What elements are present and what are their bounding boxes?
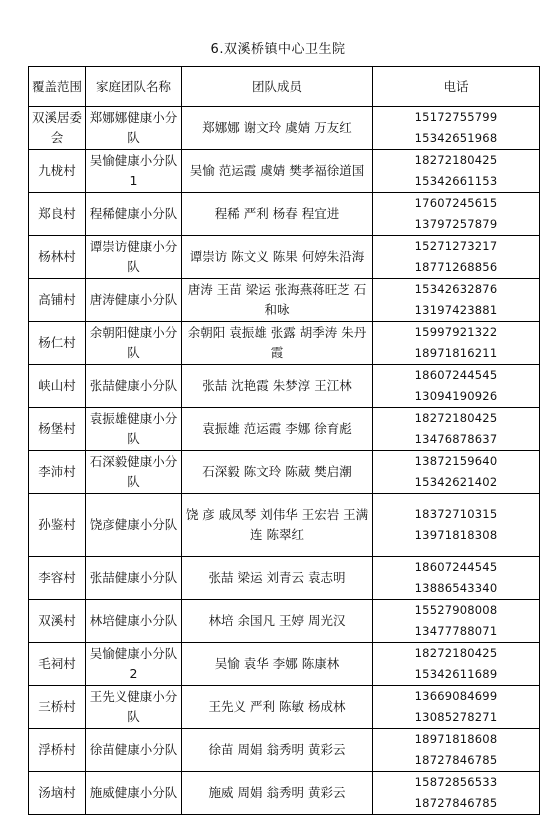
team-name-cell: 张喆健康小分队 — [86, 557, 182, 600]
phone-cell — [373, 557, 540, 600]
coverage-cell: 汤垴村 — [29, 772, 86, 815]
table-row — [29, 686, 540, 729]
phone-cell — [373, 729, 540, 772]
phone-number: 15342661153 — [414, 174, 498, 188]
coverage-cell: 杨仁村 — [29, 322, 86, 365]
header-coverage: 覆盖范围 — [29, 67, 86, 107]
phone-number: 15342632876 — [414, 282, 498, 296]
team-name-cell: 唐涛健康小分队 — [86, 279, 182, 322]
table-row — [29, 600, 540, 643]
coverage-cell: 三桥村 — [29, 686, 86, 729]
table-row — [29, 557, 540, 600]
coverage-cell: 峡山村 — [29, 365, 86, 408]
members-cell: 施威 周娟 翁秀明 黄彩云 — [182, 772, 373, 815]
coverage-cell: 杨林村 — [29, 236, 86, 279]
table-row — [29, 729, 540, 772]
members-cell: 饶 彦 戚凤琴 刘伟华 王宏岩 王满连 陈翠红 — [182, 494, 373, 557]
phone-cell — [373, 494, 540, 557]
members-cell: 余朝阳 袁振雄 张露 胡季涛 朱丹霞 — [182, 322, 373, 365]
table-row — [29, 193, 540, 236]
table-row — [29, 772, 540, 815]
members-cell: 吴愉 范运霞 虞婧 樊孝福徐道国 — [182, 150, 373, 193]
phone-number: 15342611689 — [414, 667, 498, 681]
table-row — [29, 643, 540, 686]
members-cell: 林培 余国凡 王婷 周光汉 — [182, 600, 373, 643]
team-name-cell: 施威健康小分队 — [86, 772, 182, 815]
phone-number: 13094190926 — [414, 389, 498, 403]
phone-cell — [373, 236, 540, 279]
coverage-cell: 九栊村 — [29, 150, 86, 193]
table-row — [29, 279, 540, 322]
members-cell: 袁振雄 范运霞 李娜 徐育彪 — [182, 408, 373, 451]
phone-cell — [373, 193, 540, 236]
phone-number: 18607244545 — [414, 368, 498, 382]
table-row — [29, 408, 540, 451]
members-cell: 徐苗 周娟 翁秀明 黄彩云 — [182, 729, 373, 772]
coverage-cell: 双溪居委会 — [29, 107, 86, 150]
coverage-cell: 高铺村 — [29, 279, 86, 322]
team-name-cell: 石深毅健康小分队 — [86, 451, 182, 494]
team-name-cell: 吴愉健康小分队2 — [86, 643, 182, 686]
phone-cell — [373, 643, 540, 686]
phone-number: 13085278271 — [414, 710, 498, 724]
team-table — [28, 66, 540, 815]
members-cell: 吴愉 袁华 李娜 陈康林 — [182, 643, 373, 686]
header-team-name: 家庭团队名称 — [86, 67, 182, 107]
phone-cell — [373, 279, 540, 322]
phone-number: 13886543340 — [414, 581, 498, 595]
members-cell: 程稀 严利 杨春 程宜进 — [182, 193, 373, 236]
table-row — [29, 322, 540, 365]
table-row — [29, 236, 540, 279]
phone-number: 13797257879 — [414, 217, 498, 231]
coverage-cell: 李容村 — [29, 557, 86, 600]
coverage-cell: 孙鉴村 — [29, 494, 86, 557]
coverage-cell: 双溪村 — [29, 600, 86, 643]
phone-number: 13669084699 — [414, 689, 498, 703]
phone-number: 18727846785 — [414, 753, 498, 767]
members-cell: 石深毅 陈文玲 陈葳 樊启潮 — [182, 451, 373, 494]
phone-number: 18372710315 — [414, 507, 498, 521]
members-cell: 谭崇访 陈文义 陈果 何婷朱沿海 — [182, 236, 373, 279]
phone-cell — [373, 451, 540, 494]
phone-cell — [373, 408, 540, 451]
phone-number: 18272180425 — [414, 646, 498, 660]
team-name-cell: 饶彦健康小分队 — [86, 494, 182, 557]
phone-number: 15997921322 — [414, 325, 498, 339]
members-cell: 郑娜娜 谢文玲 虞婧 万友红 — [182, 107, 373, 150]
team-name-cell: 程稀健康小分队 — [86, 193, 182, 236]
coverage-cell: 杨堡村 — [29, 408, 86, 451]
phone-number: 13197423881 — [414, 303, 498, 317]
phone-number: 18971816211 — [414, 346, 498, 360]
phone-number: 18607244545 — [414, 560, 498, 574]
coverage-cell: 毛祠村 — [29, 643, 86, 686]
team-name-cell: 谭崇访健康小分队 — [86, 236, 182, 279]
phone-number: 15527908008 — [414, 603, 498, 617]
members-cell: 张喆 梁运 刘青云 袁志明 — [182, 557, 373, 600]
phone-cell — [373, 365, 540, 408]
phone-cell — [373, 600, 540, 643]
members-cell: 张喆 沈艳霞 朱梦淳 王江林 — [182, 365, 373, 408]
phone-cell — [373, 107, 540, 150]
phone-number: 18771268856 — [414, 260, 498, 274]
phone-cell — [373, 686, 540, 729]
phone-number: 13872159640 — [414, 454, 498, 468]
team-name-cell: 余朝阳健康小分队 — [86, 322, 182, 365]
team-name-cell: 郑娜娜健康小分队 — [86, 107, 182, 150]
phone-number: 15342621402 — [414, 475, 498, 489]
phone-number: 18272180425 — [414, 153, 498, 167]
phone-number: 13477788071 — [414, 624, 498, 638]
phone-number: 13476878637 — [414, 432, 498, 446]
table-row — [29, 451, 540, 494]
phone-number: 17607245615 — [414, 196, 498, 210]
team-name-cell: 张喆健康小分队 — [86, 365, 182, 408]
phone-cell — [373, 322, 540, 365]
phone-number: 15271273217 — [414, 239, 498, 253]
phone-cell — [373, 772, 540, 815]
phone-number: 15172755799 — [414, 110, 498, 124]
phone-number: 18272180425 — [414, 411, 498, 425]
table-row — [29, 107, 540, 150]
members-cell: 王先义 严利 陈敏 杨成林 — [182, 686, 373, 729]
coverage-cell: 李沛村 — [29, 451, 86, 494]
phone-number: 18971818608 — [414, 732, 498, 746]
team-name-cell: 吴愉健康小分队1 — [86, 150, 182, 193]
phone-number: 13971818308 — [414, 528, 498, 542]
members-cell: 唐涛 王苗 梁运 张海燕蒋旺芝 石和咏 — [182, 279, 373, 322]
header-phone: 电话 — [373, 67, 540, 107]
phone-cell — [373, 150, 540, 193]
coverage-cell: 郑良村 — [29, 193, 86, 236]
phone-number: 15872856533 — [414, 775, 498, 789]
coverage-cell: 浮桥村 — [29, 729, 86, 772]
team-name-cell: 徐苗健康小分队 — [86, 729, 182, 772]
header-row — [29, 67, 540, 107]
header-members: 团队成员 — [182, 67, 373, 107]
team-name-cell: 林培健康小分队 — [86, 600, 182, 643]
table-row — [29, 494, 540, 557]
phone-number: 18727846785 — [414, 796, 498, 810]
table-row — [29, 150, 540, 193]
team-name-cell: 袁振雄健康小分队 — [86, 408, 182, 451]
document-title: 6.双溪桥镇中心卫生院 — [210, 42, 346, 57]
phone-number: 15342651968 — [414, 131, 498, 145]
table-row — [29, 365, 540, 408]
team-name-cell: 王先义健康小分队 — [86, 686, 182, 729]
